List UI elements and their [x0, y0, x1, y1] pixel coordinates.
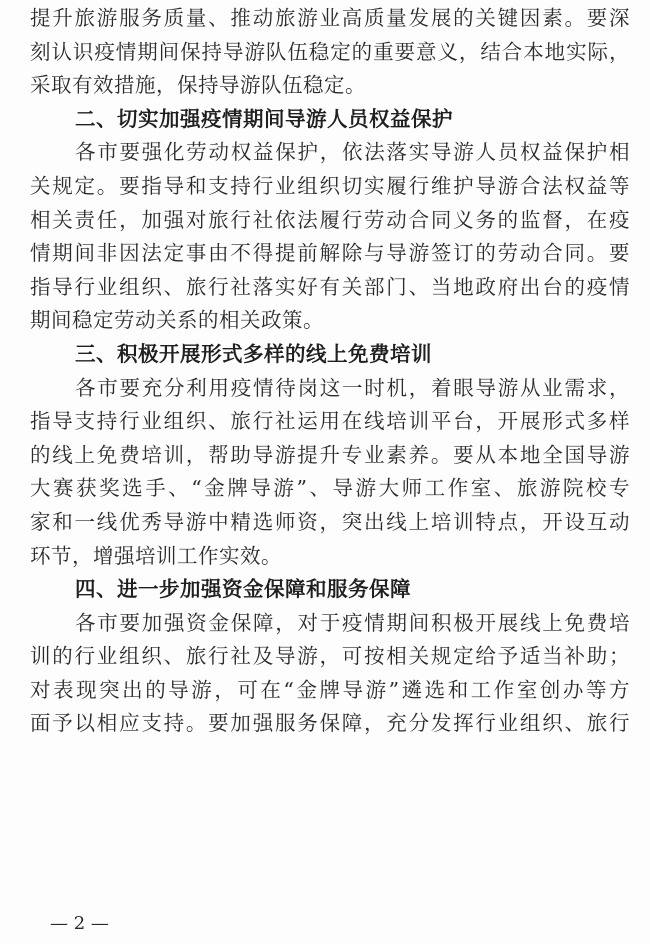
body-text-line: 期间稳定劳动关系的相关政策。 — [30, 308, 324, 333]
body-text-line: 家和一线优秀导游中精选师资，突出线上培训特点，开设互动 — [30, 509, 630, 534]
body-text-line: 指导行业组织、旅行社落实好有关部门、当地政府出台的疫情 — [30, 274, 630, 299]
body-text-line: 各市要充分利用疫情待岗这一时机，着眼导游从业需求， — [75, 375, 630, 400]
section-heading-3: 三、积极开展形式多样的线上免费培训 — [75, 341, 432, 366]
body-text-line: 提升旅游服务质量、推动旅游业高质量发展的关键因素。要深 — [30, 6, 630, 30]
page-number: — 2 — — [50, 913, 109, 934]
body-text-line: 各市要加强资金保障，对于疫情期间积极开展线上免费培 — [75, 610, 630, 635]
body-text-line: 关规定。要指导和支持行业组织切实履行维护导游合法权益等 — [30, 173, 630, 198]
body-text-line: 各市要强化劳动权益保护，依法落实导游人员权益保护相 — [75, 140, 630, 165]
body-text-line: 刻认识疫情期间保持导游队伍稳定的重要意义，结合本地实际， — [30, 39, 630, 64]
body-text-line: 环节，增强培训工作实效。 — [30, 543, 282, 568]
body-text-line: 指导支持行业组织、旅行社运用在线培训平台，开展形式多样 — [30, 409, 630, 434]
document-body — [30, 2, 630, 741]
section-heading-2: 二、切实加强疫情期间导游人员权益保护 — [75, 106, 453, 131]
body-text-line: 面予以相应支持。要加强服务保障，充分发挥行业组织、旅行 — [30, 711, 630, 736]
body-text-line: 大赛获奖选手、“金牌导游”、导游大师工作室、旅游院校专 — [30, 476, 630, 501]
body-text-line: 相关责任，加强对旅行社依法履行劳动合同义务的监督，在疫 — [30, 207, 630, 232]
body-text-line: 的线上免费培训，帮助导游提升专业素养。要从本地全国导游 — [30, 442, 630, 467]
body-text-line: 对表现突出的导游，可在“金牌导游”遴选和工作室创办等方 — [30, 677, 630, 702]
section-heading-4: 四、进一步加强资金保障和服务保障 — [75, 577, 411, 602]
body-text-line: 训的行业组织、旅行社及导游，可按相关规定给予适当补助； — [30, 644, 630, 669]
body-text-line: 情期间非因法定事由不得提前解除与导游签订的劳动合同。要 — [30, 241, 630, 266]
body-text-line: 采取有效措施，保持导游队伍稳定。 — [30, 73, 366, 98]
